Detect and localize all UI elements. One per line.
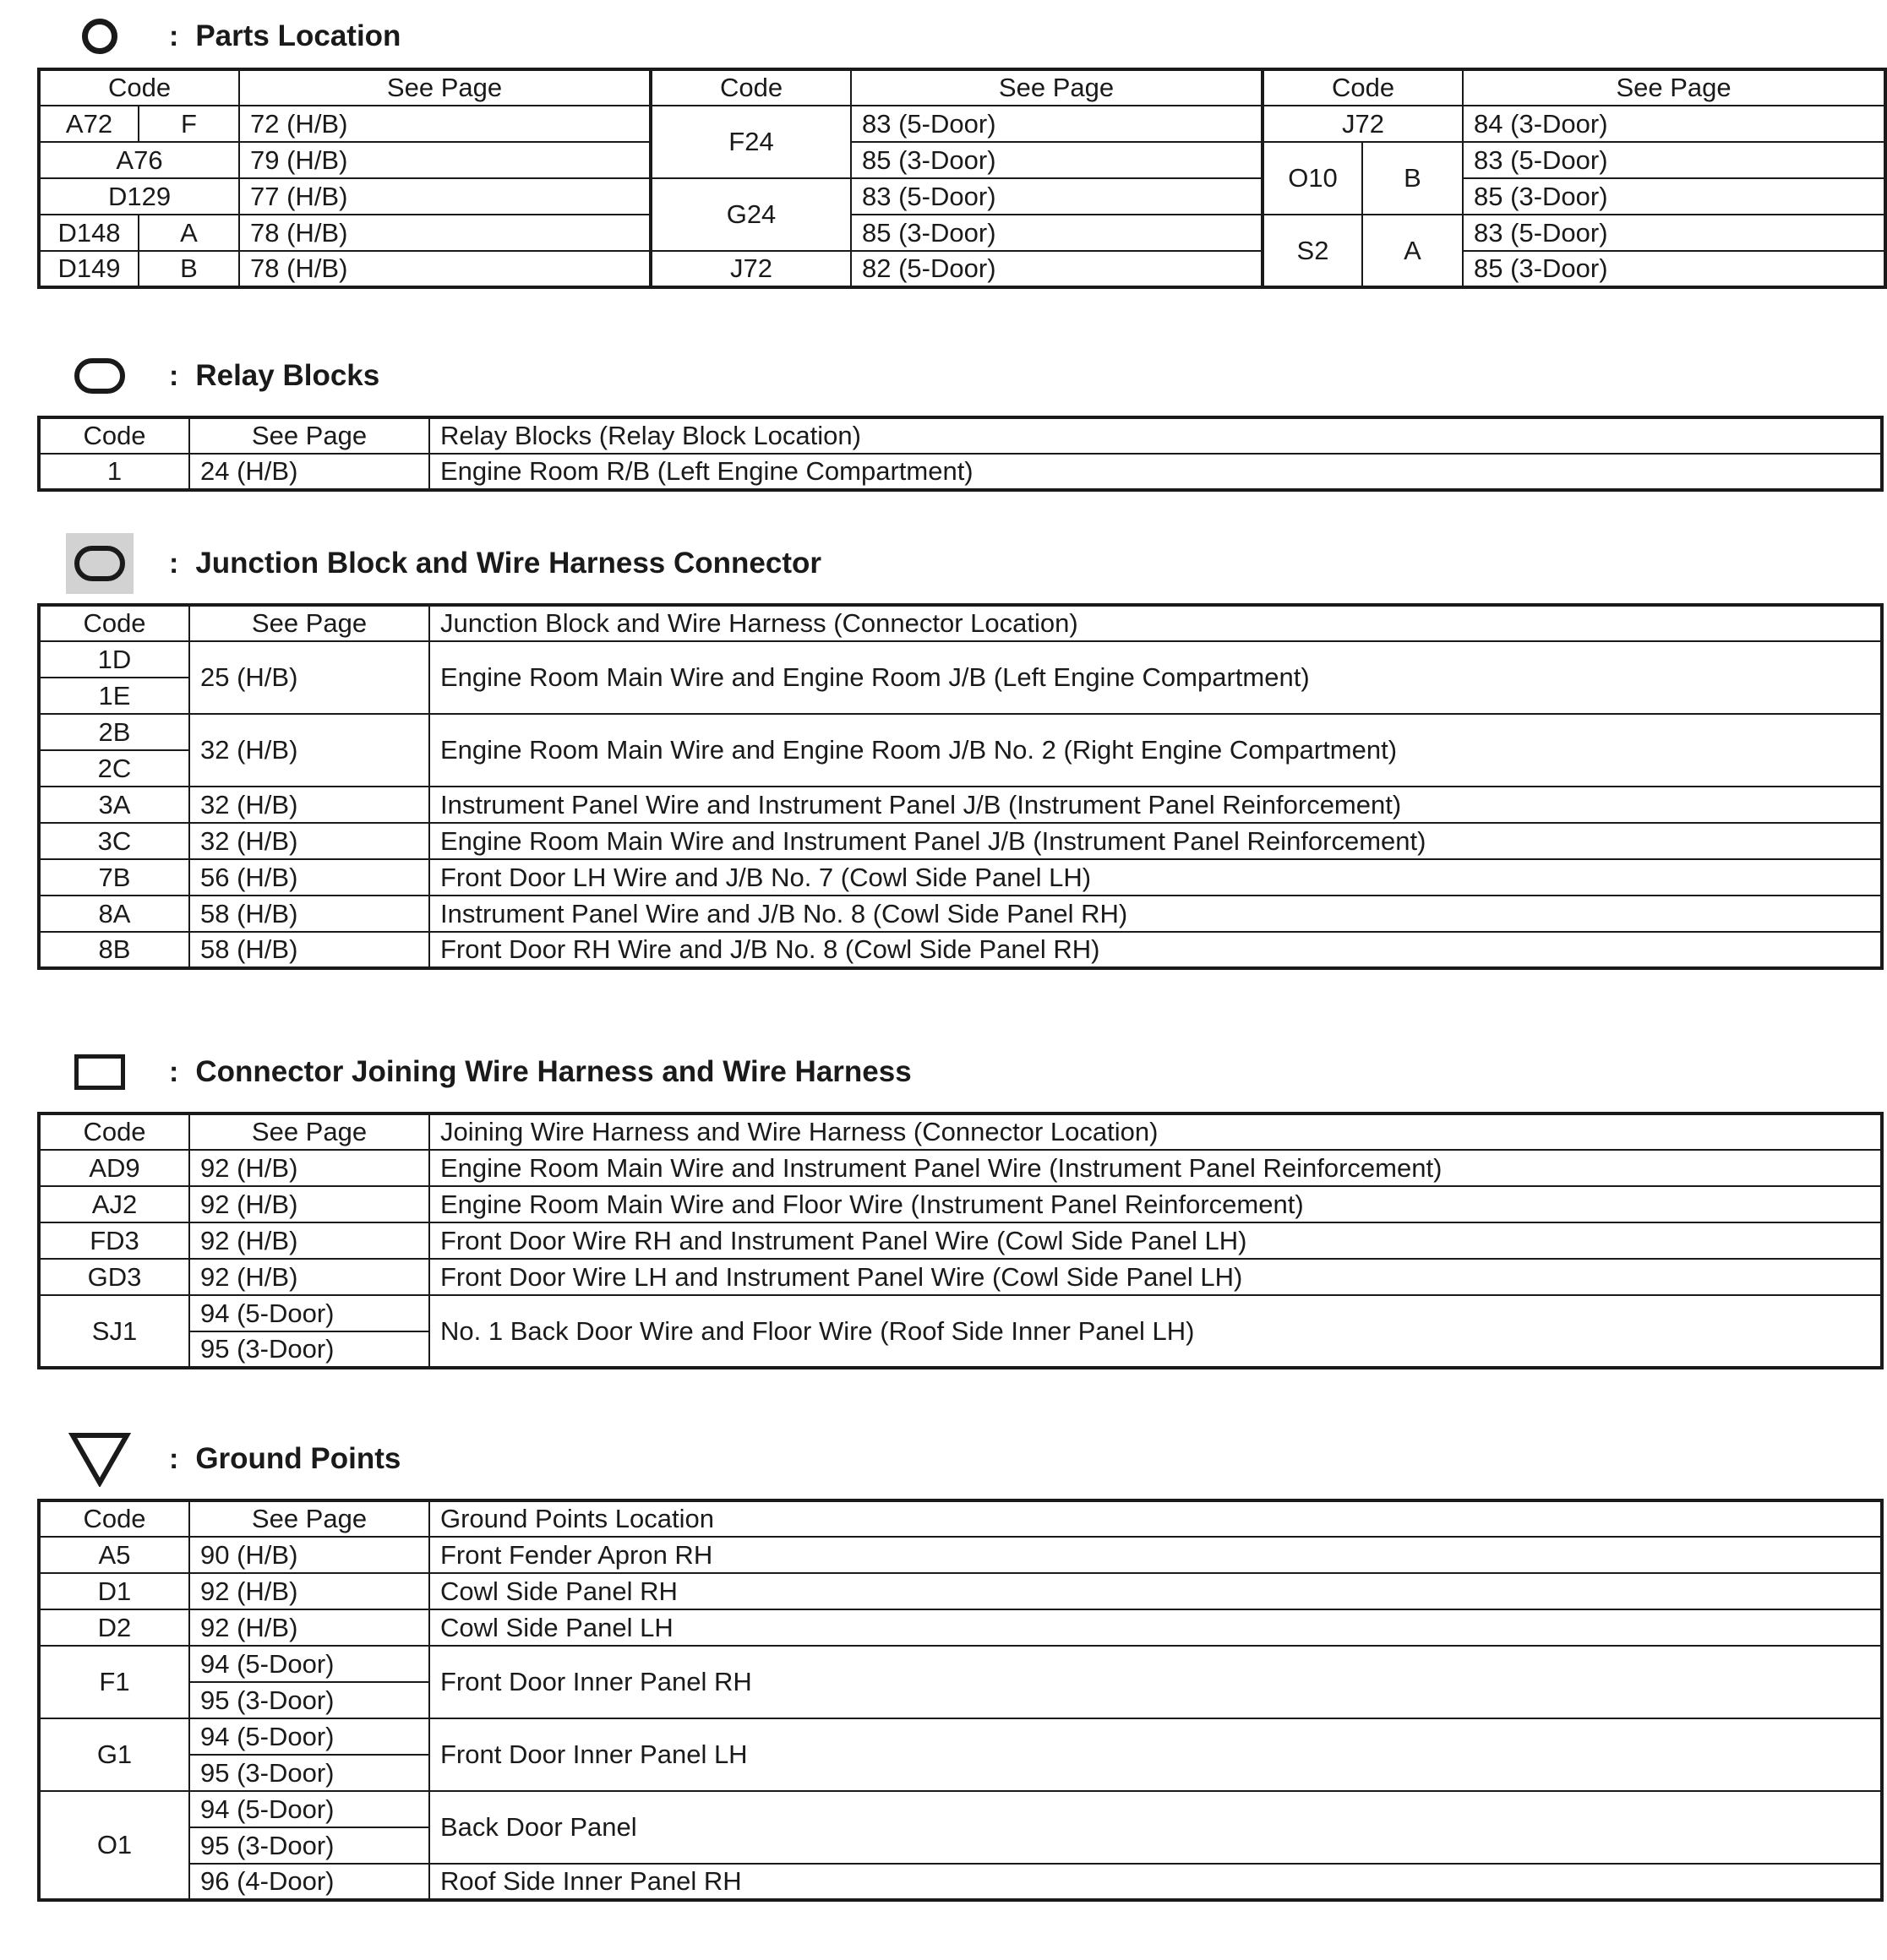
location-cell: Front Fender Apron RH xyxy=(429,1537,1882,1573)
table-row xyxy=(39,1646,1882,1682)
code-cell: O10 xyxy=(1263,142,1362,215)
location-cell: Front Door RH Wire and J/B No. 8 (Cowl Side Panel RH) xyxy=(429,932,1882,968)
header-see-page: See Page xyxy=(189,605,429,641)
page-cell: 92 (H/B) xyxy=(189,1609,429,1646)
header-location: Junction Block and Wire Harness (Connector Location) xyxy=(429,605,1882,641)
table-row xyxy=(39,251,1885,287)
header-see-page: See Page xyxy=(189,417,429,454)
location-cell: Engine Room Main Wire and Instrument Panel J/B (Instrument Panel Reinforcement) xyxy=(429,823,1882,859)
rectangle-icon xyxy=(66,1041,134,1103)
relay-blocks-table xyxy=(37,416,1884,492)
table-row xyxy=(39,1864,1882,1900)
page-cell: 84 (3-Door) xyxy=(1463,106,1885,142)
page-cell: 94 (5-Door) xyxy=(189,1718,429,1755)
table-row xyxy=(39,1609,1882,1646)
table-row xyxy=(39,215,1885,251)
header-location: Relay Blocks (Relay Block Location) xyxy=(429,417,1882,454)
table-row xyxy=(39,142,1885,178)
section-title: Parts Location xyxy=(195,19,401,52)
page-cell: 92 (H/B) xyxy=(189,1222,429,1259)
section-heading-parts-location: : Parts Location xyxy=(66,5,1672,68)
page-cell: 92 (H/B) xyxy=(189,1150,429,1186)
table-row xyxy=(39,454,1882,490)
code-cell: A76 xyxy=(39,142,239,178)
location-cell: Instrument Panel Wire and Instrument Panel J/B (Instrument Panel Reinforcement) xyxy=(429,787,1882,823)
table-row xyxy=(39,106,1885,142)
table-row xyxy=(39,1259,1882,1295)
code-cell: GD3 xyxy=(39,1259,189,1295)
page-cell: 85 (3-Door) xyxy=(851,142,1263,178)
page-cell: 83 (5-Door) xyxy=(1463,215,1885,251)
section-heading-relay-blocks: : Relay Blocks xyxy=(66,345,1672,407)
sub-code-cell: A xyxy=(1362,215,1463,287)
header-code: Code xyxy=(39,417,189,454)
page-cell: 95 (3-Door) xyxy=(189,1331,429,1368)
sub-code-cell: A xyxy=(139,215,239,251)
location-cell: Front Door Inner Panel LH xyxy=(429,1718,1882,1791)
table-row xyxy=(39,859,1882,896)
code-cell: 2C xyxy=(39,750,189,787)
location-cell: Front Door LH Wire and J/B No. 7 (Cowl Side Panel LH) xyxy=(429,859,1882,896)
page-cell: 72 (H/B) xyxy=(239,106,651,142)
sub-code-cell: B xyxy=(139,251,239,287)
table-row xyxy=(39,932,1882,968)
page-cell: 24 (H/B) xyxy=(189,454,429,490)
table-row xyxy=(39,641,1882,678)
page-cell: 58 (H/B) xyxy=(189,896,429,932)
page-cell: 32 (H/B) xyxy=(189,787,429,823)
section-title: Relay Blocks xyxy=(195,359,380,392)
page-cell: 58 (H/B) xyxy=(189,932,429,968)
location-cell: Front Door Inner Panel RH xyxy=(429,1646,1882,1718)
section-title: Connector Joining Wire Harness and Wire Harness xyxy=(195,1055,912,1088)
code-cell: J72 xyxy=(1263,106,1463,142)
location-cell: Engine Room R/B (Left Engine Compartment) xyxy=(429,454,1882,490)
circle-icon xyxy=(66,5,134,68)
code-cell: D149 xyxy=(39,251,139,287)
code-cell: FD3 xyxy=(39,1222,189,1259)
code-cell: A5 xyxy=(39,1537,189,1573)
code-cell: A72 xyxy=(39,106,139,142)
table-row xyxy=(39,714,1882,750)
page-cell: 25 (H/B) xyxy=(189,641,429,714)
location-cell: Instrument Panel Wire and J/B No. 8 (Cowl Side Panel RH) xyxy=(429,896,1882,932)
section-heading-junction-block: : Junction Block and Wire Harness Connector xyxy=(66,532,1672,595)
page-cell: 85 (3-Door) xyxy=(1463,178,1885,215)
sub-code-cell: B xyxy=(1362,142,1463,215)
page-cell: 82 (5-Door) xyxy=(851,251,1263,287)
code-cell: G1 xyxy=(39,1718,189,1791)
sub-code-cell: F xyxy=(139,106,239,142)
header-see-page: See Page xyxy=(189,1500,429,1537)
code-cell: 3A xyxy=(39,787,189,823)
header-code: Code xyxy=(1263,69,1463,106)
header-see-page: See Page xyxy=(189,1113,429,1150)
page-cell: 92 (H/B) xyxy=(189,1573,429,1609)
page-cell: 94 (5-Door) xyxy=(189,1646,429,1682)
header-location: Joining Wire Harness and Wire Harness (Connector Location) xyxy=(429,1113,1882,1150)
junction-block-table xyxy=(37,603,1884,970)
triangle-icon xyxy=(66,1428,134,1490)
table-row xyxy=(39,1295,1882,1331)
code-cell: 8A xyxy=(39,896,189,932)
code-cell: D1 xyxy=(39,1573,189,1609)
location-cell: Engine Room Main Wire and Engine Room J/B (Left Engine Compartment) xyxy=(429,641,1882,714)
page-cell: 77 (H/B) xyxy=(239,178,651,215)
table-header-row xyxy=(39,605,1882,641)
code-cell: D148 xyxy=(39,215,139,251)
code-cell: D2 xyxy=(39,1609,189,1646)
header-code: Code xyxy=(651,69,851,106)
header-code: Code xyxy=(39,1113,189,1150)
header-see-page: See Page xyxy=(1463,69,1885,106)
table-row xyxy=(39,178,1885,215)
location-cell: Engine Room Main Wire and Instrument Panel Wire (Instrument Panel Reinforcement) xyxy=(429,1150,1882,1186)
table-row xyxy=(39,1150,1882,1186)
page-cell: 90 (H/B) xyxy=(189,1537,429,1573)
page-cell: 56 (H/B) xyxy=(189,859,429,896)
shaded-oval-icon xyxy=(66,532,134,595)
code-cell: AJ2 xyxy=(39,1186,189,1222)
code-cell: 7B xyxy=(39,859,189,896)
page-cell: 94 (5-Door) xyxy=(189,1295,429,1331)
page-cell: 95 (3-Door) xyxy=(189,1827,429,1864)
table-row xyxy=(39,1573,1882,1609)
table-row xyxy=(39,1791,1882,1827)
table-row xyxy=(39,787,1882,823)
page-cell: 78 (H/B) xyxy=(239,251,651,287)
code-cell: AD9 xyxy=(39,1150,189,1186)
page-cell: 92 (H/B) xyxy=(189,1186,429,1222)
code-cell: SJ1 xyxy=(39,1295,189,1368)
location-cell: Engine Room Main Wire and Floor Wire (Instrument Panel Reinforcement) xyxy=(429,1186,1882,1222)
section-heading-ground-points: : Ground Points xyxy=(66,1428,1672,1490)
location-cell: Cowl Side Panel RH xyxy=(429,1573,1882,1609)
section-title: Junction Block and Wire Harness Connector xyxy=(195,547,821,580)
table-row xyxy=(39,1222,1882,1259)
page-cell: 79 (H/B) xyxy=(239,142,651,178)
code-cell: 3C xyxy=(39,823,189,859)
page-cell: 96 (4-Door) xyxy=(189,1864,429,1900)
table-row xyxy=(39,1186,1882,1222)
page-cell: 85 (3-Door) xyxy=(1463,251,1885,287)
header-see-page: See Page xyxy=(851,69,1263,106)
connector-joining-table xyxy=(37,1112,1884,1369)
page-cell: 32 (H/B) xyxy=(189,823,429,859)
location-cell: Cowl Side Panel LH xyxy=(429,1609,1882,1646)
code-cell: F24 xyxy=(651,106,851,178)
header-code: Code xyxy=(39,69,239,106)
ground-points-table xyxy=(37,1499,1884,1902)
location-cell: Front Door Wire LH and Instrument Panel Wire (Cowl Side Panel LH) xyxy=(429,1259,1882,1295)
code-cell: 1 xyxy=(39,454,189,490)
table-row xyxy=(39,896,1882,932)
code-cell: G24 xyxy=(651,178,851,251)
page-cell: 85 (3-Door) xyxy=(851,215,1263,251)
code-cell: 2B xyxy=(39,714,189,750)
table-row xyxy=(39,1537,1882,1573)
table-row xyxy=(39,823,1882,859)
location-cell: Roof Side Inner Panel RH xyxy=(429,1864,1882,1900)
code-cell: D129 xyxy=(39,178,239,215)
code-cell: O1 xyxy=(39,1791,189,1900)
parts-location-table xyxy=(37,68,1887,289)
table-header-row xyxy=(39,69,1885,106)
page-cell: 92 (H/B) xyxy=(189,1259,429,1295)
section-title: Ground Points xyxy=(195,1442,401,1475)
location-cell: No. 1 Back Door Wire and Floor Wire (Roof Side Inner Panel LH) xyxy=(429,1295,1882,1368)
code-cell: 8B xyxy=(39,932,189,968)
page-cell: 32 (H/B) xyxy=(189,714,429,787)
page-cell: 83 (5-Door) xyxy=(851,178,1263,215)
header-code: Code xyxy=(39,605,189,641)
table-header-row xyxy=(39,1113,1882,1150)
page-cell: 78 (H/B) xyxy=(239,215,651,251)
page-cell: 95 (3-Door) xyxy=(189,1755,429,1791)
location-cell: Engine Room Main Wire and Engine Room J/B No. 2 (Right Engine Compartment) xyxy=(429,714,1882,787)
oval-icon xyxy=(66,345,134,407)
table-row xyxy=(39,1718,1882,1755)
code-cell: F1 xyxy=(39,1646,189,1718)
table-header-row xyxy=(39,1500,1882,1537)
header-code: Code xyxy=(39,1500,189,1537)
table-header-row xyxy=(39,417,1882,454)
header-see-page: See Page xyxy=(239,69,651,106)
code-cell: 1E xyxy=(39,678,189,714)
code-cell: 1D xyxy=(39,641,189,678)
code-cell: J72 xyxy=(651,251,851,287)
code-cell: S2 xyxy=(1263,215,1362,287)
header-location: Ground Points Location xyxy=(429,1500,1882,1537)
location-cell: Front Door Wire RH and Instrument Panel Wire (Cowl Side Panel LH) xyxy=(429,1222,1882,1259)
section-heading-connector-joining: : Connector Joining Wire Harness and Wire Harness xyxy=(66,1041,1672,1103)
page-cell: 83 (5-Door) xyxy=(851,106,1263,142)
location-cell: Back Door Panel xyxy=(429,1791,1882,1864)
page-cell: 83 (5-Door) xyxy=(1463,142,1885,178)
page-cell: 94 (5-Door) xyxy=(189,1791,429,1827)
page-cell: 95 (3-Door) xyxy=(189,1682,429,1718)
